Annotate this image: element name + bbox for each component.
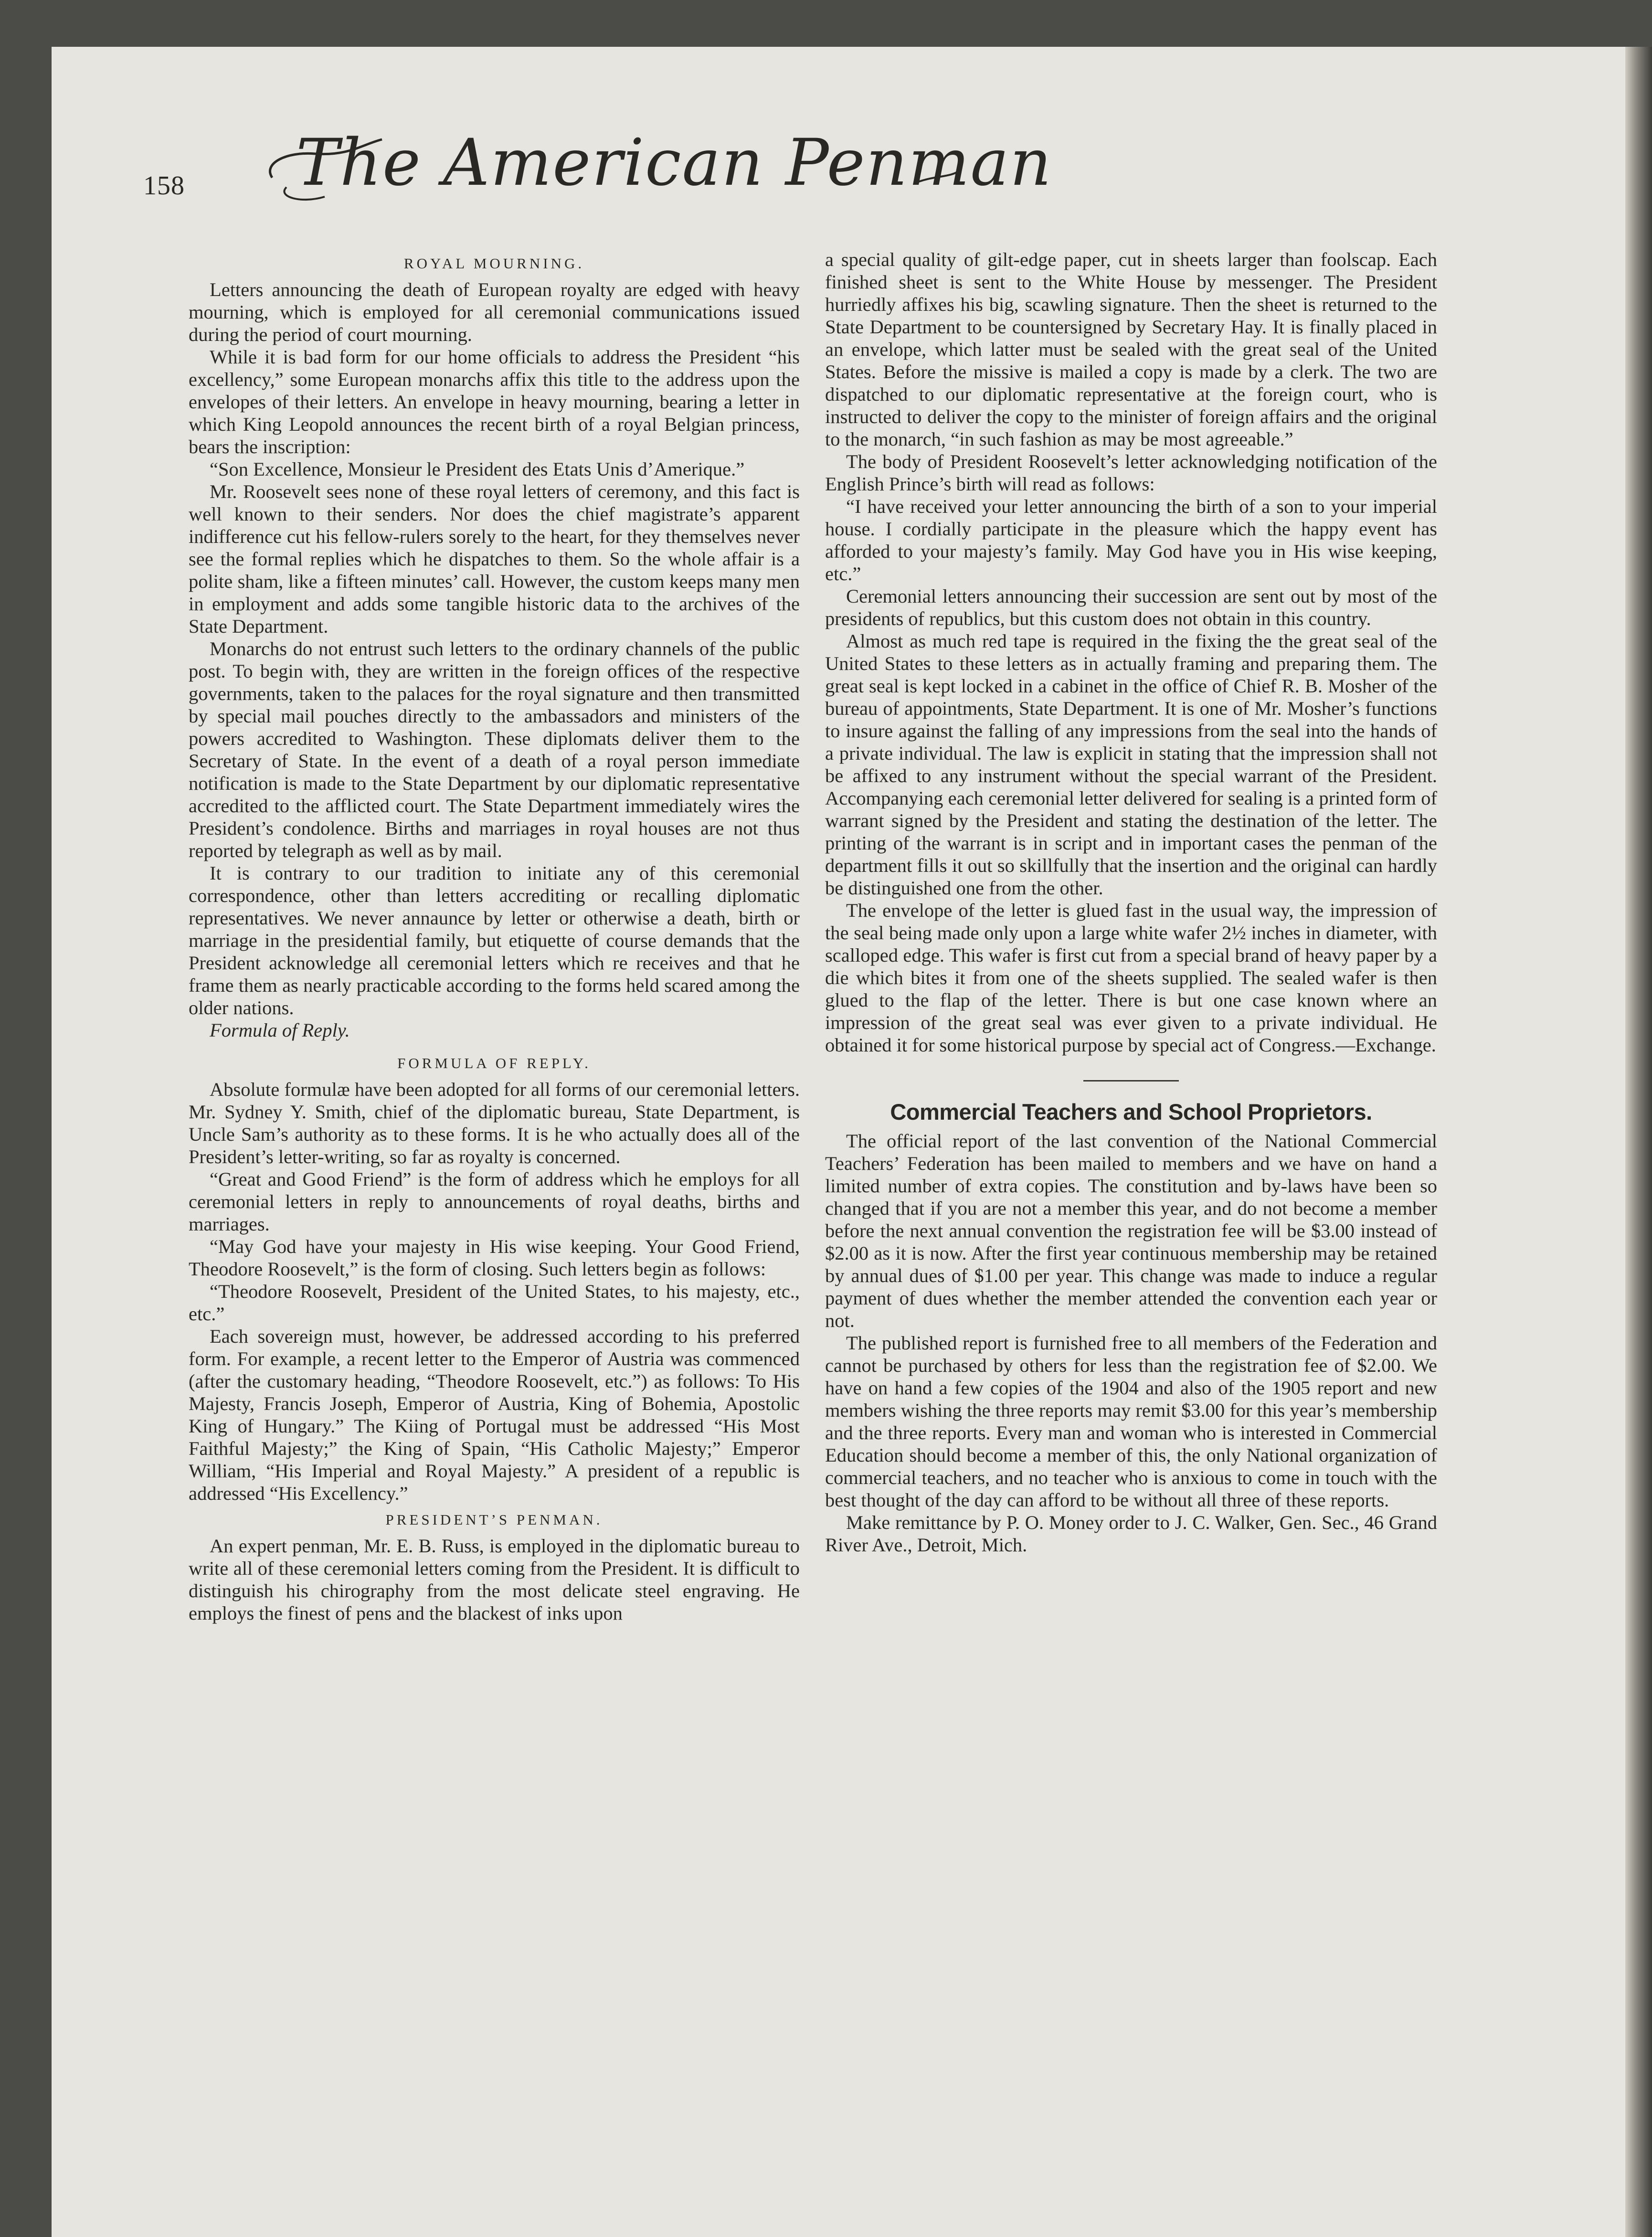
paragraph: Almost as much red tape is required in the fixing the the great seal of the United States to these letters as in actually framing and preparing them. The great seal is kept locked in a cabinet in the office of Chief R. B. Mosher of the bureau of appointments, State Department. It is one of Mr. Mosher’s functions to insure against the falling of any impressions from the seal into the hands of a private individual. The law is explicit in stating that the impression shall not be affixed to any instrument without the special warrant of the President. Accompanying each ceremonial letter delivered for sealing is a printed form of warrant signed by the President and stating the destination of the letter. The printing of the warrant is in script and in important cases the penman of the department fills it out so skillfully that the insertion and the original can hardly be distinguished one from the other. — [825, 630, 1437, 899]
svg-text:The American Penman: The American Penman — [296, 125, 1052, 200]
page-edge-shadow — [1625, 47, 1652, 2237]
paragraph: “I have received your letter announcing the birth of a son to your imperial house. I cordially participate in the pleasure which the happy event has afforded to your majesty’s family. May God have you in His wise keeping, etc.” — [825, 496, 1437, 584]
paragraph: “Great and Good Friend” is the form of address which he employs for all ceremonial letters in reply to announcements of royal deaths, births and marriages. — [189, 1168, 800, 1235]
right-column — [825, 248, 1437, 1556]
paragraph: The published report is furnished free to all members of the Federation and cannot be purchased by others for less than the registration fee of $2.00. We have on hand a few copies of the 1904 and also of the 1905 report and new members wishing the three reports may remit $3.00 for this year’s membership and the three reports. Every man and woman who is interested in Commercial Education should become a member of this, the only National organization of commercial teachers, and no teacher who is anxious to come in touch with the best thought of the day can afford to be without all three of these reports. — [825, 1332, 1437, 1511]
left-column — [189, 248, 800, 1624]
page-number: 158 — [143, 171, 185, 201]
paragraph: “Son Excellence, Monsieur le President des Etats Unis d’Amerique.” — [210, 458, 745, 480]
paragraph: While it is bad form for our home officials to address the President “his excellency,” some European monarchs affix this title to the address upon the envelopes of their letters. An envelope in heavy mourning, bearing a letter in which King Leopold announces the recent birth of a royal Belgian princess, bears the inscription: — [189, 346, 800, 457]
paragraph: “May God have your majesty in His wise keeping. Your Good Friend, Theodore Roosevelt,” is the form of closing. Such letters begin as follows: — [189, 1236, 800, 1280]
paragraph: The envelope of the letter is glued fast in the usual way, the impression of the seal being made only upon a large white wafer 2½ inches in diameter, with scalloped edge. This wafer is first cut from a special brand of heavy paper by a die which bites it from one of the sheets supplied. The sealed wafer is then glued to the flap of the letter. There is but one case known where an impression of the great seal was ever given to a private individual. He obtained it for some historical purpose by special act of Congress.—Exchange. — [825, 900, 1437, 1056]
paragraph: a special quality of gilt-edge paper, cut in sheets larger than foolscap. Each finished sheet is sent to the White House by messenger. The President hurriedly affixes his big, scawling signature. Then the sheet is returned to the State Department to be countersigned by Secretary Hay. It is finally placed in an envelope, which latter must be sealed with the great seal of the United States. Before the missive is mailed a copy is made by a clerk. The two are dispatched to our diplomatic representative at the foreign court, who is instructed to deliver the copy to the minister of foreign affairs and the original to the monarch, “in such fashion as may be most agreeable.” — [825, 249, 1437, 450]
paragraph: The official report of the last convention of the National Commercial Teachers’ Federation has been mailed to members and we have on hand a limited number of extra copies. The constitution and by-laws have been so changed that if you are not a member this year, and do not become a member before the next annual convention the registration fee will be $3.00 instead of $2.00 as it is now. After the first year continuous membership may be retained by annual dues of $1.00 per year. This change was made to induce a regular payment of dues whether the member attended the convention each year or not. — [825, 1130, 1437, 1331]
paragraph: Absolute formulæ have been adopted for all forms of our ceremonial letters. Mr. Sydney Y. Smith, chief of the diplomatic bureau, State Department, is Uncle Sam’s authority as to these forms. It is he who actually does all of the President’s letter-writing, so far as royalty is concerned. — [189, 1079, 800, 1167]
paragraph: Make remittance by P. O. Money order to J. C. Walker, Gen. Sec., 46 Grand River Ave., Detroit, Mich. — [825, 1512, 1437, 1556]
paragraph: It is contrary to our tradition to initiate any of this ceremonial correspondence, other than letters accrediting or recalling diplomatic representatives. We never annaunce by letter or otherwise a death, birth or marriage in the presidential family, but etiquette of course demands that the President acknowledge all ceremonial letters which re receives and that he frame them as nearly practicable according to the forms held scared among the older nations. — [189, 862, 800, 1018]
paragraph: “Theodore Roosevelt, President of the United States, to his majesty, etc., etc.” — [189, 1281, 800, 1325]
section-divider — [1083, 1080, 1179, 1081]
paragraph: Letters announcing the death of European royalty are edged with heavy mourning, which is employed for all ceremonial communications issued during the period of court mourning. — [189, 279, 800, 345]
section-heading-presidents-penman: PRESIDENT’S PENMAN. — [385, 1511, 603, 1528]
page-header — [143, 125, 1480, 221]
paragraph: Monarchs do not entrust such letters to the ordinary channels of the public post. To begin with, they are written in the foreign offices of the respective governments, taken to the palaces for the royal signature and then transmitted by special mail pouches directly to the ambassadors and ministers of the powers accredited to Washington. These diplomats deliver them to the Secretary of State. In the event of a death of a royal person immediate notification is made to the State Department by our diplomatic representative accredited to the afflicted court. The State Department immediately wires the President’s condolence. Births and marriages in royal houses are not thus reported by telegraph as well as by mail. — [189, 638, 800, 861]
paragraph: Ceremonial letters announcing their succession are sent out by most of the presidents of republics, but this custom does not obtain in this country. — [825, 585, 1437, 629]
paragraph: An expert penman, Mr. E. B. Russ, is employed in the diplomatic bureau to write all of these ceremonial letters coming from the President. It is difficult to distinguish his chirography from the most delicate steel engraving. He employs the finest of pens and the blackest of inks upon — [189, 1535, 800, 1624]
paragraph: The body of President Roosevelt’s letter acknowledging notification of the English Prince’s birth will read as follows: — [825, 451, 1437, 495]
masthead-logo — [258, 125, 1052, 221]
paragraph: Mr. Roosevelt sees none of these royal letters of ceremony, and this fact is well known to their senders. Nor does the chief magistrate’s apparent indifference cut his fellow-rulers sorely to the heart, for they themselves never see the formal replies which he dispatches to them. So the whole affair is a polite sham, like a fifteen minutes’ call. However, the custom keeps many men in employment and adds some tangible historic data to the archives of the State Department. — [189, 481, 800, 637]
article-title: Commercial Teachers and School Proprietors. — [890, 1099, 1372, 1124]
section-heading-royal-mourning: ROYAL MOURNING. — [403, 255, 585, 272]
section-heading-formula-of-reply: FORMULA OF REPLY. — [397, 1055, 591, 1071]
italic-subhead: Formula of Reply. — [210, 1019, 350, 1041]
paragraph: Each sovereign must, however, be addressed according to his preferred form. For example, a recent letter to the Emperor of Austria was commenced (after the customary heading, “Theodore Roosevelt, etc.”) as follows: To His Majesty, Francis Joseph, Emperor of Austria, King of Bohemia, Apostolic King of Hungary.” The Kiing of Portugal must be addressed “His Most Faithful Majesty;” the King of Spain, “His Catholic Majesty;” Emperor William, “His Imperial and Royal Majesty.” A president of a republic is addressed “His Excellency.” — [189, 1325, 800, 1504]
